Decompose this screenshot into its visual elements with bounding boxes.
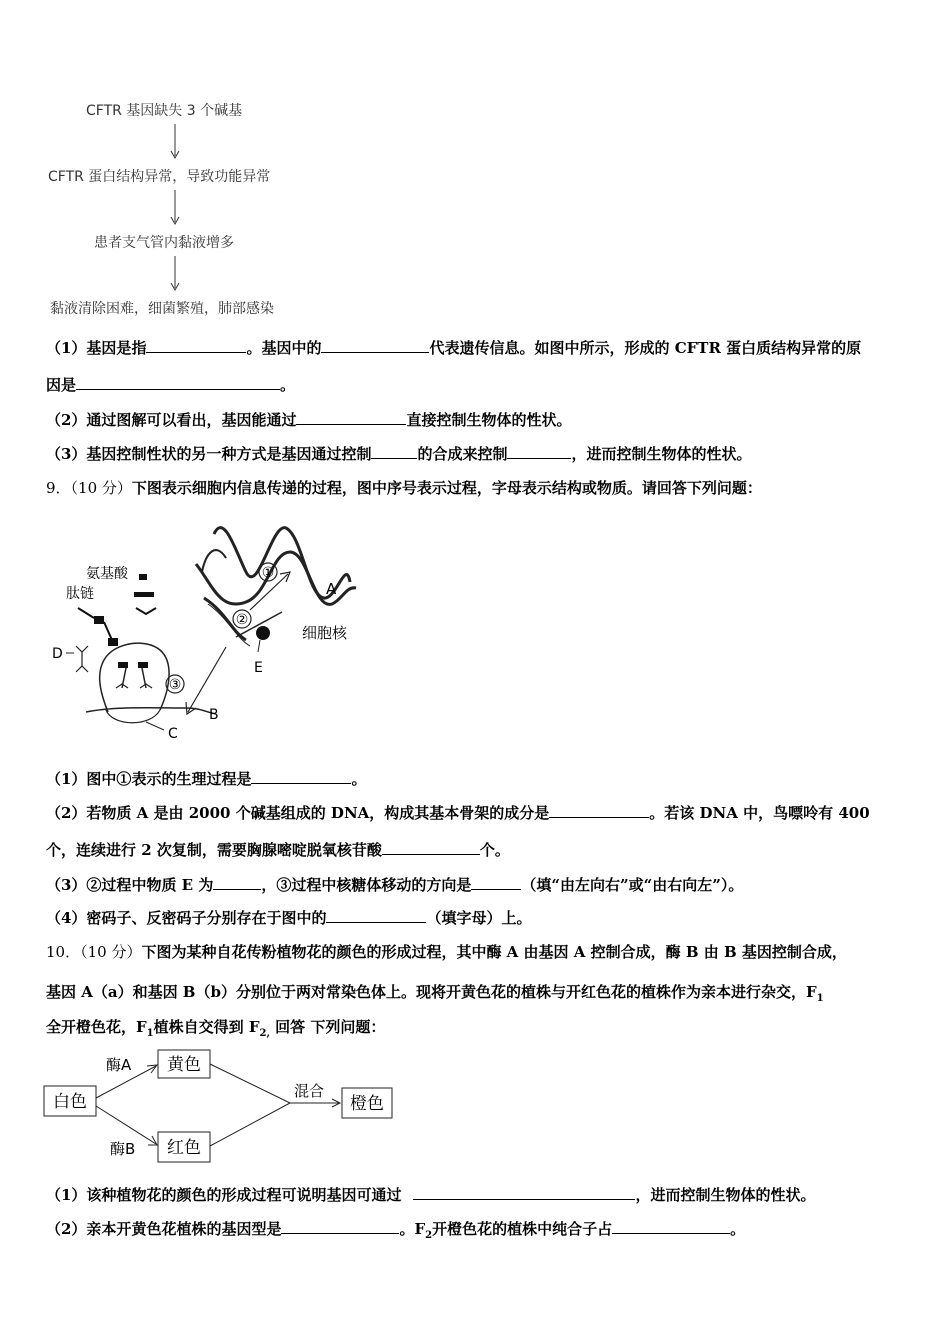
q9-label-D: D: [52, 646, 63, 662]
q10-p2-text-b: 。F: [399, 1220, 426, 1238]
q9-p4-text-b: （填字母）上。: [426, 909, 532, 927]
q9-part4: [46, 907, 531, 928]
q8-p2-text-a: （2）通过图解可以看出，基因能通过: [46, 411, 297, 429]
q9-p3-text-c: （填“由左向右”或“由右向左”）。: [521, 876, 744, 894]
q9-p1-blank[interactable]: [251, 768, 351, 784]
q10-stem3-a: 全开橙色花，F: [46, 1018, 147, 1036]
enzymeB-label: 酶B: [110, 1140, 136, 1158]
ribosome: [100, 643, 169, 712]
q9-p2-text-b: 。若该 DNA 中，鸟嘌呤有 400: [649, 804, 870, 822]
q8-p1-blank-1[interactable]: [146, 337, 246, 353]
q10-stem3-sub1: 1: [146, 1028, 154, 1039]
q9-part2-line2: [46, 839, 510, 860]
q8-p1-text-c: 代表遗传信息。如图中所示，形成的 CFTR 蛋白质结构异常的原: [429, 339, 862, 357]
flow-arrow-1: [169, 124, 181, 160]
q10-p1-text-a: （1）该种植物花的颜色的形成过程可说明基因可通过: [46, 1186, 402, 1204]
q8-p1-text-d: 因是: [46, 376, 77, 394]
q9-p2-blank-1[interactable]: [549, 802, 649, 818]
yellow-label: 黄色: [167, 1055, 201, 1075]
q9-p3-text-b: ，③过程中核糖体移动的方向是: [261, 876, 472, 894]
q10-part1: [46, 1184, 815, 1205]
flow-step-1: CFTR 基因缺失 3 个碱基: [86, 103, 243, 119]
q9-part1: [46, 768, 366, 789]
q9-step1-label: ①: [261, 565, 275, 581]
white-label: 白色: [53, 1092, 87, 1112]
q8-p1-text-a: （1）基因是指: [46, 339, 147, 357]
q9-p1-text-a: （1）图中①表示的生理过程是: [46, 770, 252, 788]
q8-p1-blank-2[interactable]: [321, 337, 429, 353]
q8-p3-blank-2[interactable]: [507, 443, 571, 459]
q9-label-E: E: [254, 660, 263, 676]
q8-p2-text-b: 直接控制生物体的性状。: [406, 411, 572, 429]
q8-part1-line1: [46, 337, 861, 358]
q10-stem1: 下图为某种自花传粉植物花的颜色的形成过程，其中酶 A 由基因 A 控制合成，酶 B 由 B 基因控制合成，: [141, 943, 847, 961]
q9-p3-blank-2[interactable]: [471, 874, 521, 890]
flow-step-2: CFTR 蛋白结构异常，导致功能异常: [48, 169, 271, 185]
q8-part2: [46, 409, 571, 430]
q9-stem: [46, 478, 762, 498]
q9-p2-text-a: （2）若物质 A 是由 2000 个碱基组成的 DNA，构成其基本骨架的成分是: [46, 804, 550, 822]
q10-part2: [46, 1218, 745, 1246]
q9-p2-text-d: 个。: [479, 841, 510, 859]
q10-stem2: 基因 A（a）和基因 B（b）分别位于两对常染色体上。现将开黄色花的植株与开红色花的植株作为亲本进行杂交，F: [46, 983, 817, 1001]
q9-peptide-label: 肽链: [66, 586, 94, 602]
red-label: 红色: [167, 1138, 201, 1158]
q9-p2-text-c: 个，连续进行 2 次复制，需要胸腺嘧啶脱氧核苷酸: [46, 841, 382, 859]
q9-nucleus-label: 细胞核: [302, 624, 348, 642]
q9-p1-text-b: 。: [351, 770, 367, 788]
q8-p1-text-e: 。: [280, 376, 296, 394]
q8-p1-blank-3[interactable]: [76, 374, 280, 390]
q9-p4-text-a: （4）密码子、反密码子分别存在于图中的: [46, 909, 327, 927]
q10-stem3-c: 回答 下列问题：: [269, 1018, 386, 1036]
q8-p3-text-c: ，进而控制生物体的性状。: [571, 445, 752, 463]
flow-arrow-2: [169, 190, 181, 226]
q9-label-C: C: [168, 726, 178, 742]
q10-pathway-figure: [40, 1046, 400, 1170]
q9-label-B: B: [209, 707, 219, 723]
q8-p2-blank[interactable]: [296, 409, 406, 425]
enzymeA-label: 酶A: [106, 1056, 132, 1074]
q10-p2-text-a: （2）亲本开黄色花植株的基因型是: [46, 1220, 282, 1238]
q9-part3: [46, 874, 743, 895]
q9-step3-label: ③: [168, 677, 182, 693]
q10-stem2-sub: 1: [816, 993, 824, 1004]
q10-p1-blank[interactable]: [413, 1184, 635, 1200]
q8-p3-blank-1[interactable]: [371, 443, 417, 459]
q10-stem-line3: [46, 1017, 385, 1044]
q10-p2-blank-2[interactable]: [612, 1218, 730, 1234]
q10-stem3-sub2: 2,: [259, 1028, 270, 1039]
q10-p2-text-d: 。: [730, 1220, 746, 1238]
q9-label-A: A: [326, 580, 337, 598]
orange-label: 橙色: [350, 1094, 384, 1114]
q8-p1-text-b: 。基因中的: [246, 339, 322, 357]
q10-p1-text-b: ，进而控制生物体的性状。: [635, 1186, 816, 1204]
flow-arrow-3: [169, 256, 181, 292]
q8-part1-line2: [46, 374, 295, 395]
q10-p2-text-c: 开橙色花的植株中纯合子占: [432, 1220, 613, 1238]
q9-stem-text: 下图表示细胞内信息传递的过程，图中序号表示过程，字母表示结构或物质。请回答下列问题：: [131, 479, 762, 497]
q9-step2-label: ②: [235, 612, 249, 628]
q10-number: 10．（10 分）: [46, 943, 142, 961]
flow-step-3: 患者支气管内黏液增多: [94, 235, 234, 251]
q8-p3-text-a: （3）基因控制性状的另一种方式是基因通过控制: [46, 445, 372, 463]
q9-p3-blank-1[interactable]: [213, 874, 261, 890]
mix-label: 混合: [294, 1082, 325, 1100]
q8-part3: [46, 443, 751, 464]
q8-p3-text-b: 的合成来控制: [417, 445, 508, 463]
q9-number: 9．（10 分）: [46, 479, 132, 497]
q10-stem-line1: [46, 942, 847, 962]
dna-strand-3: [202, 550, 226, 572]
flow-step-4: 黏液清除困难，细菌繁殖，肺部感染: [50, 301, 274, 317]
q9-p3-text-a: （3）②过程中物质 E 为: [46, 876, 214, 894]
cftr-flowchart: [46, 98, 316, 320]
q10-p2-sub: 2: [425, 1230, 433, 1241]
q10-stem3-b: 植株自交得到 F: [153, 1018, 260, 1036]
q9-cell-figure: [46, 512, 376, 747]
q9-amino-acid-label: 氨基酸: [86, 566, 128, 582]
q9-p2-blank-2[interactable]: [382, 839, 480, 855]
q9-p4-blank[interactable]: [326, 907, 426, 923]
q9-part2-line1: [46, 802, 870, 823]
q10-stem-line2: [46, 982, 824, 1009]
q10-p2-blank-1[interactable]: [281, 1218, 399, 1234]
